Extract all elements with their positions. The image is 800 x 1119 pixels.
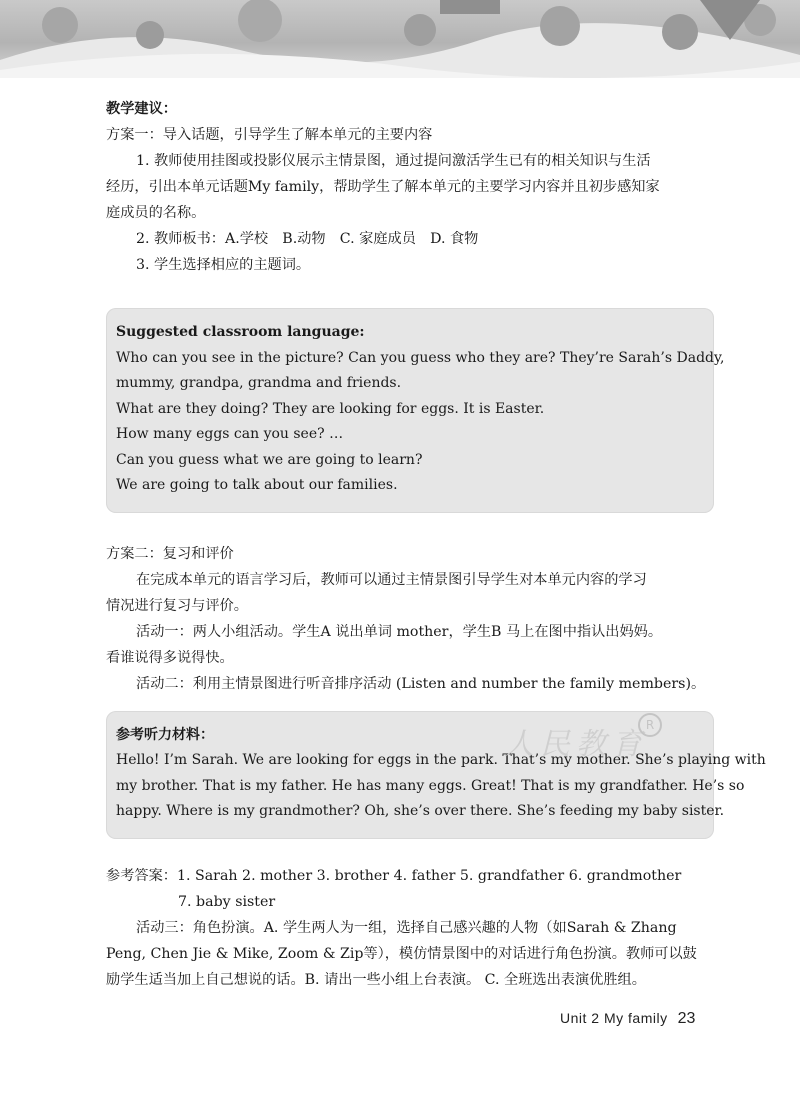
plan2-activity1-line2: 看谁说得多说得快。 bbox=[106, 649, 234, 666]
plan2-activity2: 活动二：利用主情景图进行听音排序活动 (Listen and number the family members)。 bbox=[136, 675, 706, 692]
plan1-item3: 3. 学生选择相应的主题词。 bbox=[136, 257, 311, 273]
box2-title: 参考听力材料： bbox=[116, 726, 214, 743]
answer-line2: 7. baby sister bbox=[178, 893, 276, 910]
activity3-line3: 励学生适当加上自己想说的话。B. 请出一些小组上台表演。 C. 全班选出表演优胜组。 bbox=[106, 971, 646, 988]
activity3-line1: 活动三：角色扮演。A. 学生两人为一组，选择自己感兴趣的人物（如Sarah & Zhang bbox=[136, 919, 677, 936]
box1-title: Suggested classroom language: bbox=[116, 324, 365, 340]
plan1-title: 方案一：导入话题，引导学生了解本单元的主要内容 bbox=[106, 127, 433, 143]
answer-key bbox=[106, 863, 714, 915]
suggested-language-box bbox=[106, 308, 725, 513]
page-content bbox=[106, 96, 766, 993]
banner-illustration bbox=[0, 0, 800, 78]
plan1-item1-line1: 1. 教师使用挂图或投影仪展示主情景图，通过提问激活学生已有的相关知识与生活 bbox=[136, 153, 651, 169]
plan1-item1-line3: 庭成员的名称。 bbox=[106, 205, 206, 221]
page-footer bbox=[560, 1010, 720, 1028]
page-number: 23 bbox=[677, 1010, 696, 1027]
box1-line: mummy, grandpa, grandma and friends. bbox=[116, 375, 402, 391]
box1-line: Who can you see in the picture? Can you guess who they are? They’re Sarah’s Daddy, bbox=[116, 349, 725, 366]
activity3-line2: Peng, Chen Jie & Mike, Zoom & Zip等），模仿情景图中的对话进行角色扮演。教师可以鼓 bbox=[106, 945, 697, 962]
box2-line: happy. Where is my grandmother? Oh, she’s over there. She’s feeding my baby sister. bbox=[116, 803, 725, 819]
box2-line: my brother. That is my father. He has many eggs. Great! That is my grandfather. He’s so bbox=[116, 777, 745, 794]
header-banner bbox=[0, 0, 800, 78]
registered-mark-icon: R bbox=[638, 713, 662, 737]
box2-line: Hello! I’m Sarah. We are looking for eggs in the park. That’s my mother. She’s playing with bbox=[116, 752, 766, 768]
plan1-item1-line2: 经历，引出本单元话题My family，帮助学生了解本单元的主要学习内容并且初步感知家 bbox=[106, 179, 660, 195]
box1-line: How many eggs can you see? … bbox=[116, 426, 344, 442]
box1-line: What are they doing? They are looking for eggs. It is Easter. bbox=[116, 400, 545, 417]
plan2-intro-line1: 在完成本单元的语言学习后，教师可以通过主情景图引导学生对本单元内容的学习 bbox=[136, 571, 647, 588]
plan2-title: 方案二：复习和评价 bbox=[106, 545, 234, 562]
section-heading: 教学建议： bbox=[106, 101, 177, 117]
plan1-item2: 2. 教师板书：A.学校 B.动物 C. 家庭成员 D. 食物 bbox=[136, 231, 479, 247]
publisher-watermark: 人民教育 bbox=[504, 726, 648, 762]
unit-label: Unit 2 My family bbox=[560, 1010, 668, 1026]
box1-line: Can you guess what we are going to learn? bbox=[116, 451, 423, 468]
listening-material-box bbox=[106, 711, 766, 839]
plan2-activity1-line1: 活动一：两人小组活动。学生A 说出单词 mother，学生B 马上在图中指认出妈妈。 bbox=[136, 623, 663, 640]
box1-line: We are going to talk about our families. bbox=[116, 477, 398, 493]
plan2-intro-line2: 情况进行复习与评价。 bbox=[106, 597, 248, 614]
answer-line1: 参考答案：1. Sarah 2. mother 3. brother 4. father 5. grandfather 6. grandmother bbox=[106, 867, 682, 884]
